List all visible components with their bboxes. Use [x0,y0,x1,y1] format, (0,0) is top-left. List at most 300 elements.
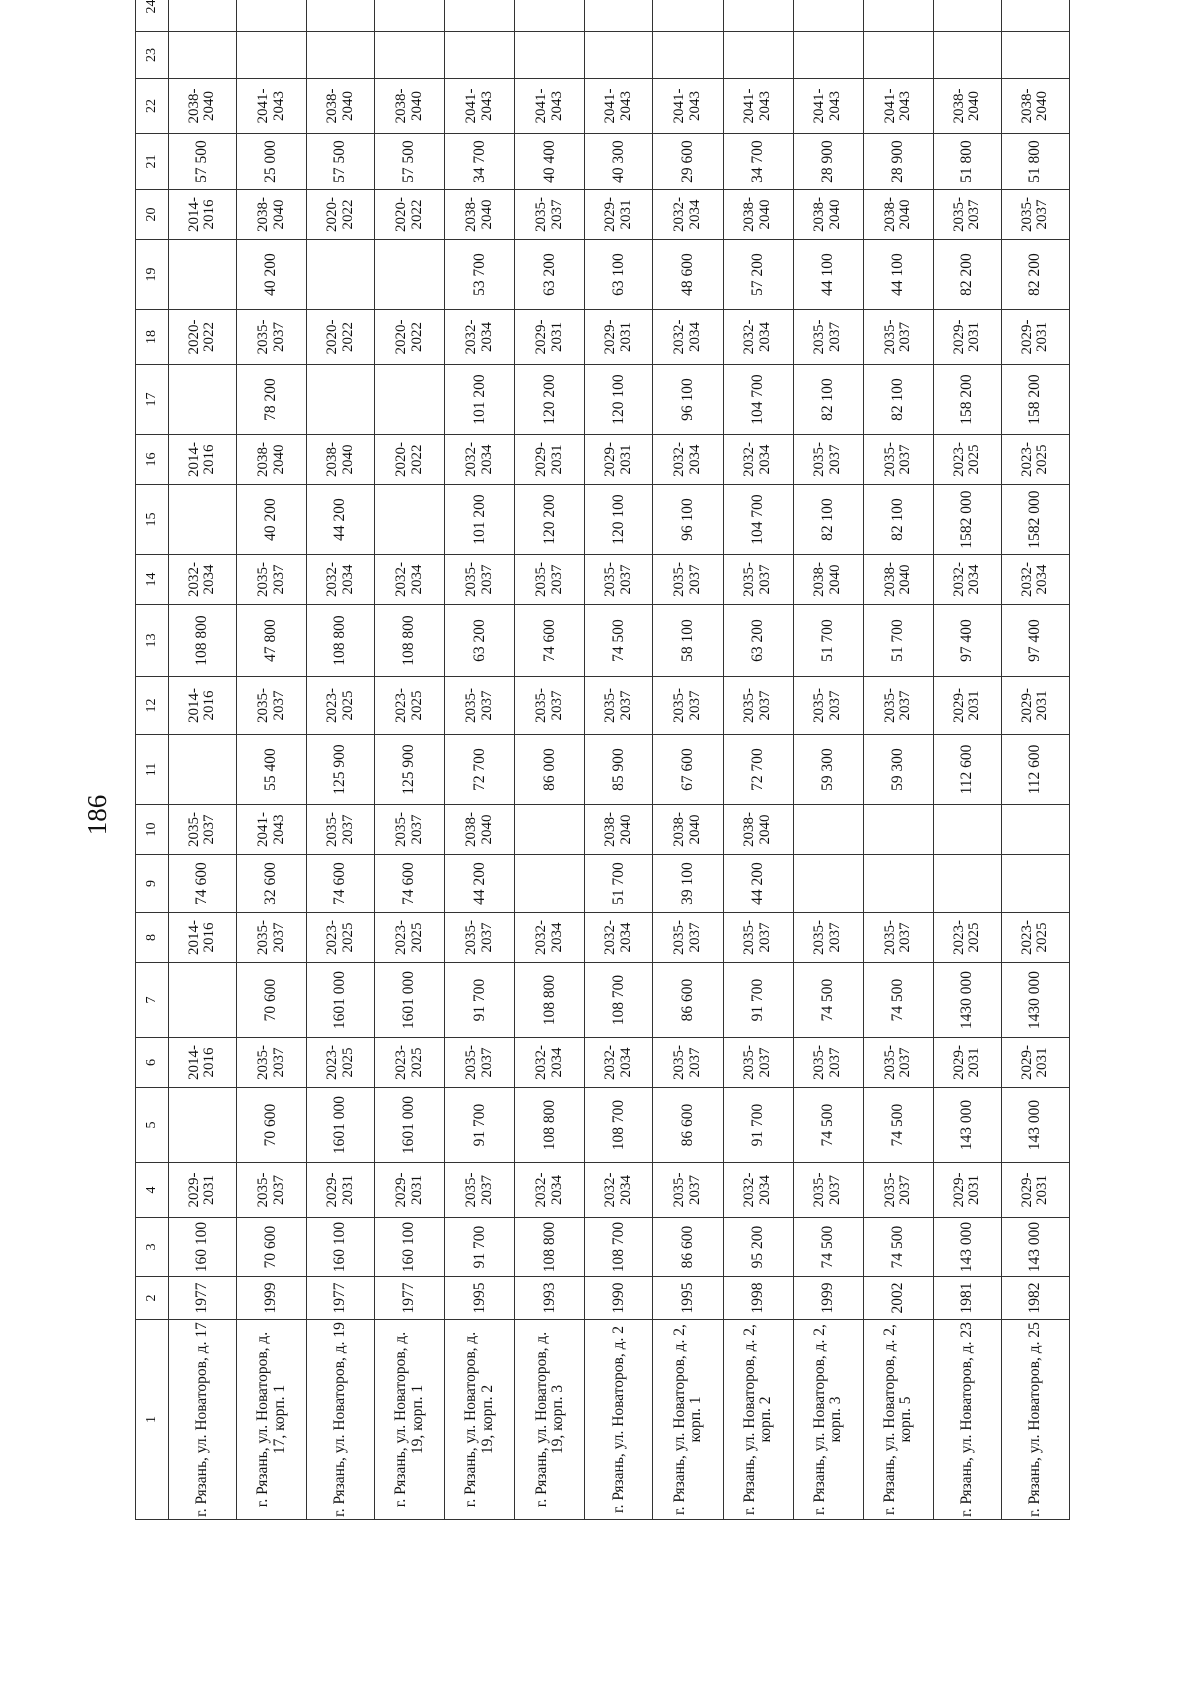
value-cell: 91 700 [445,1218,515,1277]
period-cell: 2014-2016 [169,190,237,240]
value-cell [863,855,933,913]
period-cell: 2035-2037 [445,1038,515,1088]
value-cell: 160 100 [169,1218,237,1277]
value-cell: 108 800 [515,963,585,1038]
value-cell: 108 800 [169,605,237,677]
value-cell: 1430 000 [933,963,1001,1038]
period-cell: 2035-2037 [236,677,306,735]
period-cell: 2035-2037 [515,677,585,735]
period-cell: 2041-2043 [863,79,933,134]
period-cell: 2032-2034 [653,190,723,240]
period-cell: 2038-2040 [375,79,445,134]
value-cell: 160 100 [307,1218,375,1277]
value-cell: 57 500 [307,134,375,190]
period-cell: 2041-2043 [445,79,515,134]
value-cell: 44 100 [863,240,933,310]
address-cell: г. Рязань, ул. Новаторов, д. 2, корп. 3 [793,1320,863,1520]
value-cell: 47 800 [236,605,306,677]
value-cell: 108 800 [515,1088,585,1163]
period-cell: 2035-2037 [653,913,723,963]
column-number: 19 [136,240,169,310]
period-cell: 2014-2016 [169,913,237,963]
period-cell: 2032-2034 [585,913,653,963]
period-cell: 2032-2034 [445,310,515,365]
column-number: 18 [136,310,169,365]
value-cell: 57 500 [375,134,445,190]
value-cell [169,735,237,805]
table-row [723,0,793,1520]
value-cell: 63 100 [585,240,653,310]
value-cell [515,855,585,913]
period-cell: 2041-2043 [515,79,585,134]
period-cell: 2020-2022 [375,310,445,365]
period-cell: 2029-2031 [933,310,1001,365]
value-cell [307,240,375,310]
period-cell: 2035-2037 [793,310,863,365]
value-cell [307,32,375,79]
table-row [585,0,653,1520]
value-cell: 85 900 [585,735,653,805]
value-cell [236,32,306,79]
value-cell: 86 000 [515,735,585,805]
value-cell: 34 700 [445,134,515,190]
column-number: 23 [136,32,169,79]
value-cell [933,0,1001,32]
value-cell: 143 000 [933,1218,1001,1277]
value-cell: 57 500 [169,134,237,190]
value-cell: 70 600 [236,1218,306,1277]
period-cell: 2035-2037 [863,913,933,963]
period-cell: 2029-2031 [585,310,653,365]
period-cell: 2029-2031 [515,310,585,365]
value-cell: 104 700 [723,485,793,555]
value-cell [307,0,375,32]
period-cell: 2023-2025 [1001,435,1069,485]
value-cell: 74 500 [863,1088,933,1163]
column-number: 17 [136,365,169,435]
address-cell: г. Рязань, ул. Новаторов, д. 17, корп. 1 [236,1320,306,1520]
period-cell: 2035-2037 [515,190,585,240]
period-cell: 2029-2031 [375,1163,445,1218]
value-cell: 1999 [793,1277,863,1320]
period-cell: 2029-2031 [1001,1163,1069,1218]
period-cell: 2035-2037 [793,435,863,485]
value-cell: 108 700 [585,963,653,1038]
value-cell: 51 700 [793,605,863,677]
period-cell: 2032-2034 [723,435,793,485]
value-cell: 82 100 [793,365,863,435]
column-number: 3 [136,1218,169,1277]
column-number: 24 [136,0,169,32]
value-cell [169,485,237,555]
table-row [1001,0,1069,1520]
period-cell: 2038-2040 [307,79,375,134]
period-cell: 2029-2031 [585,190,653,240]
value-cell: 112 600 [1001,735,1069,805]
address-cell: г. Рязань, ул. Новаторов, д. 17 [169,1320,237,1520]
value-cell [793,855,863,913]
period-cell: 2038-2040 [445,190,515,240]
period-cell: 2035-2037 [723,913,793,963]
period-cell: 2032-2034 [653,310,723,365]
value-cell: 74 500 [863,1218,933,1277]
value-cell: 1601 000 [375,1088,445,1163]
value-cell [653,0,723,32]
period-cell: 2035-2037 [723,677,793,735]
period-cell: 2032-2034 [585,1163,653,1218]
value-cell: 158 200 [1001,365,1069,435]
value-cell [236,0,306,32]
address-cell: г. Рязань, ул. Новаторов, д. 2, корп. 1 [653,1320,723,1520]
period-cell: 2038-2040 [793,190,863,240]
value-cell: 57 200 [723,240,793,310]
period-cell: 2029-2031 [1001,1038,1069,1088]
column-number: 12 [136,677,169,735]
column-number: 21 [136,134,169,190]
value-cell: 112 600 [933,735,1001,805]
value-cell: 48 600 [653,240,723,310]
value-cell: 96 100 [653,485,723,555]
value-cell: 28 900 [793,134,863,190]
period-cell: 2035-2037 [793,677,863,735]
value-cell [515,32,585,79]
column-number: 16 [136,435,169,485]
value-cell: 32 600 [236,855,306,913]
period-cell: 2032-2034 [585,1038,653,1088]
value-cell [375,240,445,310]
value-cell: 101 200 [445,365,515,435]
address-cell: г. Рязань, ул. Новаторов, д. 2, корп. 2 [723,1320,793,1520]
column-number: 11 [136,735,169,805]
value-cell: 29 600 [653,134,723,190]
column-number: 13 [136,605,169,677]
period-cell: 2041-2043 [723,79,793,134]
period-cell: 2038-2040 [307,435,375,485]
column-number: 14 [136,555,169,605]
period-cell: 2020-2022 [307,310,375,365]
value-cell [653,32,723,79]
period-cell: 2035-2037 [1001,190,1069,240]
period-cell: 2038-2040 [236,190,306,240]
period-cell: 2014-2016 [169,1038,237,1088]
period-cell: 2035-2037 [375,805,445,855]
period-cell: 2023-2025 [307,1038,375,1088]
table-row [863,0,933,1520]
value-cell [169,1088,237,1163]
value-cell: 59 300 [863,735,933,805]
table-row [445,0,515,1520]
value-cell [375,0,445,32]
period-cell: 2023-2025 [933,435,1001,485]
period-cell: 2041-2043 [236,805,306,855]
column-number: 10 [136,805,169,855]
period-cell: 2038-2040 [445,805,515,855]
period-cell: 2029-2031 [1001,677,1069,735]
period-cell: 2035-2037 [445,913,515,963]
value-cell [933,805,1001,855]
value-cell: 108 800 [375,605,445,677]
value-cell: 1993 [515,1277,585,1320]
period-cell: 2032-2034 [515,913,585,963]
value-cell: 74 500 [863,963,933,1038]
value-cell: 120 100 [585,485,653,555]
value-cell: 1977 [169,1277,237,1320]
period-cell: 2038-2040 [236,435,306,485]
period-cell: 2035-2037 [793,1163,863,1218]
value-cell [863,805,933,855]
period-cell: 2035-2037 [236,310,306,365]
period-cell: 2035-2037 [236,913,306,963]
value-cell: 34 700 [723,134,793,190]
address-cell: г. Рязань, ул. Новаторов, д. 19, корп. 2 [445,1320,515,1520]
value-cell: 104 700 [723,365,793,435]
value-cell: 101 200 [445,485,515,555]
value-cell: 125 900 [375,735,445,805]
value-cell [375,365,445,435]
value-cell: 120 100 [585,365,653,435]
table-row [169,0,237,1520]
period-cell: 2035-2037 [236,1163,306,1218]
value-cell: 125 900 [307,735,375,805]
address-cell: г. Рязань, ул. Новаторов, д. 19 [307,1320,375,1520]
column-number: 1 [136,1320,169,1520]
period-cell: 2032-2034 [169,555,237,605]
value-cell: 70 600 [236,963,306,1038]
period-cell: 2035-2037 [445,1163,515,1218]
value-cell: 1601 000 [375,963,445,1038]
value-cell: 160 100 [375,1218,445,1277]
period-cell: 2029-2031 [933,1038,1001,1088]
value-cell: 1582 000 [933,485,1001,555]
period-cell: 2035-2037 [585,677,653,735]
rotated-table-frame [135,0,1070,1520]
value-cell: 74 500 [585,605,653,677]
period-cell: 2035-2037 [933,190,1001,240]
value-cell: 97 400 [933,605,1001,677]
period-cell: 2035-2037 [585,555,653,605]
period-cell: 2035-2037 [723,1038,793,1088]
period-cell: 2023-2025 [1001,913,1069,963]
period-cell: 2014-2016 [169,677,237,735]
table-row [515,0,585,1520]
data-table [135,0,1070,1520]
value-cell [585,32,653,79]
value-cell [169,240,237,310]
value-cell: 91 700 [723,963,793,1038]
value-cell [445,0,515,32]
value-cell: 63 200 [445,605,515,677]
value-cell: 1999 [236,1277,306,1320]
period-cell: 2035-2037 [863,435,933,485]
value-cell: 1582 000 [1001,485,1069,555]
value-cell [375,485,445,555]
period-cell: 2023-2025 [375,677,445,735]
column-number: 20 [136,190,169,240]
value-cell [515,0,585,32]
value-cell [723,0,793,32]
value-cell [793,32,863,79]
value-cell [1001,855,1069,913]
period-cell: 2032-2034 [723,1163,793,1218]
value-cell: 74 600 [169,855,237,913]
value-cell [1001,32,1069,79]
value-cell [863,0,933,32]
period-cell: 2035-2037 [863,310,933,365]
value-cell: 1430 000 [1001,963,1069,1038]
period-cell: 2035-2037 [653,555,723,605]
value-cell: 82 100 [793,485,863,555]
address-cell: г. Рязань, ул. Новаторов, д. 2, корп. 5 [863,1320,933,1520]
column-number-row [136,0,169,1520]
period-cell: 2029-2031 [169,1163,237,1218]
period-cell: 2038-2040 [863,190,933,240]
value-cell [863,32,933,79]
period-cell: 2032-2034 [653,435,723,485]
period-cell: 2035-2037 [307,805,375,855]
address-cell: г. Рязань, ул. Новаторов, д. 19, корп. 1 [375,1320,445,1520]
value-cell: 1982 [1001,1277,1069,1320]
column-number: 22 [136,79,169,134]
value-cell: 63 200 [515,240,585,310]
period-cell: 2020-2022 [375,435,445,485]
value-cell [585,0,653,32]
value-cell: 74 500 [793,1088,863,1163]
value-cell: 95 200 [723,1218,793,1277]
table-row [375,0,445,1520]
period-cell: 2032-2034 [515,1163,585,1218]
period-cell: 2035-2037 [169,805,237,855]
value-cell: 82 200 [933,240,1001,310]
value-cell: 86 600 [653,1218,723,1277]
value-cell [1001,0,1069,32]
period-cell: 2023-2025 [375,1038,445,1088]
value-cell: 1990 [585,1277,653,1320]
value-cell: 55 400 [236,735,306,805]
table-row [933,0,1001,1520]
column-number: 2 [136,1277,169,1320]
period-cell: 2032-2034 [307,555,375,605]
column-number: 15 [136,485,169,555]
value-cell [445,32,515,79]
value-cell [515,805,585,855]
period-cell: 2029-2031 [933,1163,1001,1218]
period-cell: 2035-2037 [653,1163,723,1218]
period-cell: 2041-2043 [653,79,723,134]
period-cell: 2023-2025 [375,913,445,963]
value-cell: 44 200 [445,855,515,913]
column-number: 4 [136,1163,169,1218]
period-cell: 2029-2031 [515,435,585,485]
value-cell: 40 200 [236,485,306,555]
period-cell: 2041-2043 [585,79,653,134]
value-cell: 51 800 [1001,134,1069,190]
value-cell [307,365,375,435]
value-cell: 108 700 [585,1088,653,1163]
period-cell: 2035-2037 [515,555,585,605]
address-cell: г. Рязань, ул. Новаторов, д. 23 [933,1320,1001,1520]
table-row [653,0,723,1520]
value-cell: 97 400 [1001,605,1069,677]
value-cell: 86 600 [653,963,723,1038]
value-cell: 74 600 [515,605,585,677]
value-cell: 40 200 [236,240,306,310]
period-cell: 2035-2037 [723,555,793,605]
period-cell: 2038-2040 [863,555,933,605]
period-cell: 2035-2037 [863,1038,933,1088]
period-cell: 2038-2040 [169,79,237,134]
value-cell: 40 300 [585,134,653,190]
value-cell: 74 600 [307,855,375,913]
period-cell: 2038-2040 [793,555,863,605]
value-cell: 63 200 [723,605,793,677]
value-cell: 1995 [445,1277,515,1320]
period-cell: 2035-2037 [863,677,933,735]
value-cell [1001,805,1069,855]
value-cell: 120 200 [515,365,585,435]
value-cell: 1977 [307,1277,375,1320]
period-cell: 2041-2043 [236,79,306,134]
period-cell: 2014-2016 [169,435,237,485]
value-cell: 44 100 [793,240,863,310]
table-row [236,0,306,1520]
period-cell: 2035-2037 [653,1038,723,1088]
value-cell: 1601 000 [307,963,375,1038]
value-cell [169,365,237,435]
period-cell: 2032-2034 [723,310,793,365]
period-cell: 2035-2037 [445,555,515,605]
period-cell: 2038-2040 [653,805,723,855]
value-cell: 91 700 [445,963,515,1038]
period-cell: 2020-2022 [169,310,237,365]
period-cell: 2029-2031 [933,677,1001,735]
value-cell: 40 400 [515,134,585,190]
value-cell: 74 500 [793,963,863,1038]
value-cell: 1601 000 [307,1088,375,1163]
column-number: 8 [136,913,169,963]
value-cell: 1977 [375,1277,445,1320]
value-cell [793,805,863,855]
period-cell: 2035-2037 [653,677,723,735]
address-cell: г. Рязань, ул. Новаторов, д. 19, корп. 3 [515,1320,585,1520]
value-cell: 91 700 [723,1088,793,1163]
period-cell: 2041-2043 [793,79,863,134]
period-cell: 2032-2034 [445,435,515,485]
value-cell: 108 800 [307,605,375,677]
value-cell: 2002 [863,1277,933,1320]
value-cell: 78 200 [236,365,306,435]
period-cell: 2020-2022 [375,190,445,240]
period-cell: 2035-2037 [863,1163,933,1218]
period-cell: 2032-2034 [375,555,445,605]
value-cell: 59 300 [793,735,863,805]
value-cell: 158 200 [933,365,1001,435]
value-cell [169,0,237,32]
value-cell: 67 600 [653,735,723,805]
value-cell: 82 100 [863,485,933,555]
value-cell: 108 800 [515,1218,585,1277]
value-cell: 72 700 [445,735,515,805]
address-cell: г. Рязань, ул. Новаторов, д. 2 [585,1320,653,1520]
period-cell: 2023-2025 [933,913,1001,963]
value-cell: 51 700 [585,855,653,913]
value-cell [375,32,445,79]
period-cell: 2038-2040 [1001,79,1069,134]
table-row [793,0,863,1520]
period-cell: 2035-2037 [445,677,515,735]
period-cell: 2035-2037 [236,1038,306,1088]
value-cell [793,0,863,32]
period-cell: 2029-2031 [307,1163,375,1218]
